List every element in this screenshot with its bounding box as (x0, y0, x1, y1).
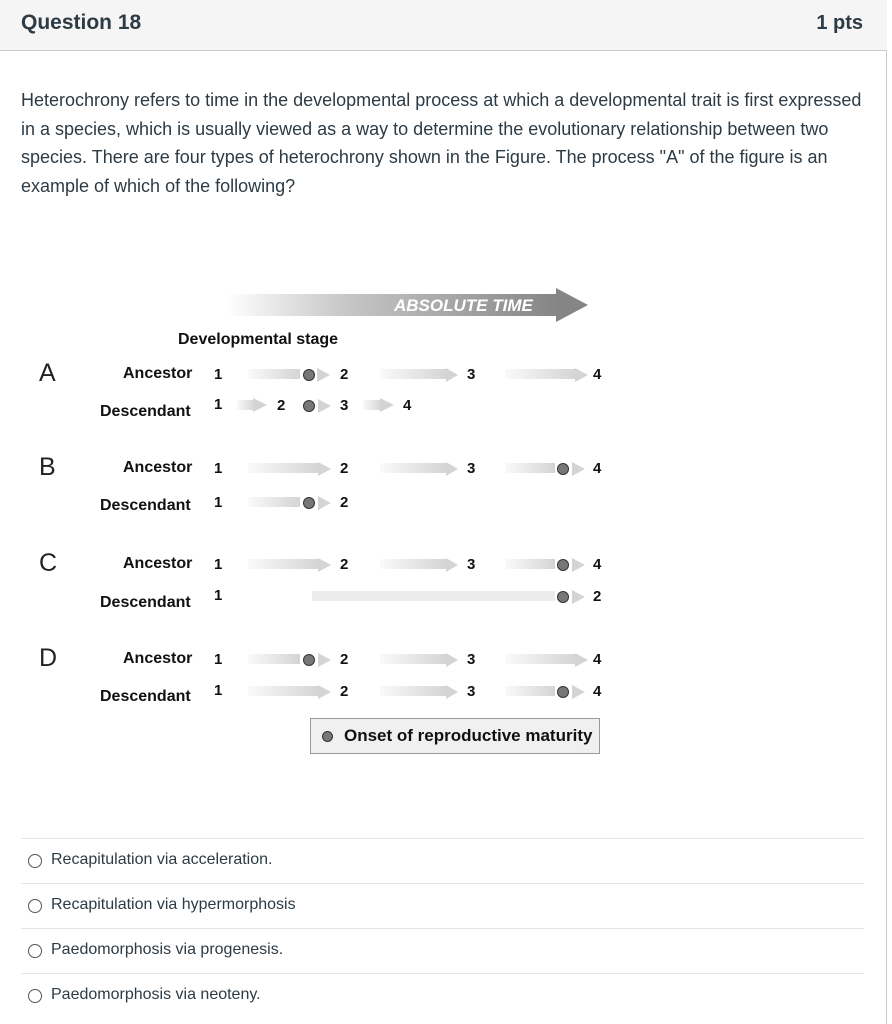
stage-number: 1 (214, 396, 223, 413)
stage-number: 2 (593, 588, 602, 605)
radio-button[interactable] (28, 854, 42, 868)
ancestor-label: Ancestor (123, 365, 193, 382)
stage-number: 1 (214, 494, 223, 511)
stage-heading: Developmental stage (178, 331, 339, 348)
figure-legend (310, 718, 600, 754)
stage-number: 2 (340, 651, 349, 668)
stage-number: 3 (340, 397, 349, 414)
stage-number: 4 (593, 683, 602, 700)
answer-label[interactable]: Paedomorphosis via neoteny. (51, 986, 261, 1003)
section-b-arrows (248, 462, 585, 510)
answer-label[interactable]: Recapitulation via acceleration. (51, 851, 273, 868)
stage-number: 2 (340, 494, 349, 511)
stage-number: 1 (214, 682, 223, 699)
question-text: Heterochrony refers to time in the developmental process at which a developmental trait is first expressed in a species, which is usually viewed as a way to determine the evolutionary relationship between two species. There are four types of heterochrony shown in the Figure. The process "A" of the figure is an example of which of the following? (21, 90, 862, 196)
maturity-dot-icon (322, 731, 333, 742)
maturity-marker (558, 687, 569, 698)
stage-number: 2 (340, 683, 349, 700)
ancestor-label: Ancestor (123, 650, 193, 667)
maturity-marker (304, 655, 315, 666)
ancestor-label: Ancestor (123, 555, 193, 572)
answer-option[interactable] (21, 838, 864, 883)
stage-number: 3 (467, 366, 476, 383)
stage-number: 4 (593, 366, 602, 383)
question-points: 1 pts (816, 12, 863, 34)
section-letter-d: D (39, 644, 58, 672)
stage-number: 3 (467, 556, 476, 573)
stage-number: 3 (467, 683, 476, 700)
answer-option[interactable] (21, 883, 864, 928)
maturity-marker (304, 401, 315, 412)
stage-number: 3 (467, 460, 476, 477)
maturity-marker (558, 560, 569, 571)
answer-option[interactable] (21, 973, 864, 1018)
maturity-marker (304, 370, 315, 381)
stage-number: 2 (277, 397, 286, 414)
descendant-label: Descendant (100, 403, 191, 420)
question-title: Question 18 (21, 11, 142, 34)
section-a-arrows (237, 368, 588, 413)
stage-number: 1 (214, 651, 223, 668)
stage-number: 4 (593, 556, 602, 573)
radio-button[interactable] (28, 899, 42, 913)
stage-number: 2 (340, 556, 349, 573)
stage-number: 1 (214, 366, 223, 383)
stage-number: 2 (340, 366, 349, 383)
radio-button[interactable] (28, 944, 42, 958)
descendant-label: Descendant (100, 497, 191, 514)
section-c-arrows (248, 558, 585, 604)
stage-number: 3 (467, 651, 476, 668)
descendant-label: Descendant (100, 688, 191, 705)
stage-number: 1 (214, 460, 223, 477)
section-d-arrows (248, 653, 588, 699)
maturity-marker (558, 592, 569, 603)
maturity-marker (558, 464, 569, 475)
descendant-label: Descendant (100, 594, 191, 611)
maturity-marker (304, 498, 315, 509)
stage-number: 4 (593, 460, 602, 477)
section-letter-b: B (39, 453, 56, 481)
stage-number: 2 (340, 460, 349, 477)
answer-options (21, 838, 864, 1018)
answer-option[interactable] (21, 928, 864, 973)
stage-number: 4 (593, 651, 602, 668)
stage-number: 1 (214, 556, 223, 573)
radio-button[interactable] (28, 989, 42, 1003)
answer-label[interactable]: Recapitulation via hypermorphosis (51, 896, 296, 913)
legend-label: Onset of reproductive maturity (344, 726, 593, 745)
section-letter-c: C (39, 549, 58, 577)
absolute-time-label: ABSOLUTE TIME (394, 296, 533, 315)
answer-label[interactable]: Paedomorphosis via progenesis. (51, 941, 284, 958)
stage-number: 1 (214, 587, 223, 604)
section-letter-a: A (39, 359, 56, 387)
ancestor-label: Ancestor (123, 459, 193, 476)
stage-number: 4 (403, 397, 412, 414)
